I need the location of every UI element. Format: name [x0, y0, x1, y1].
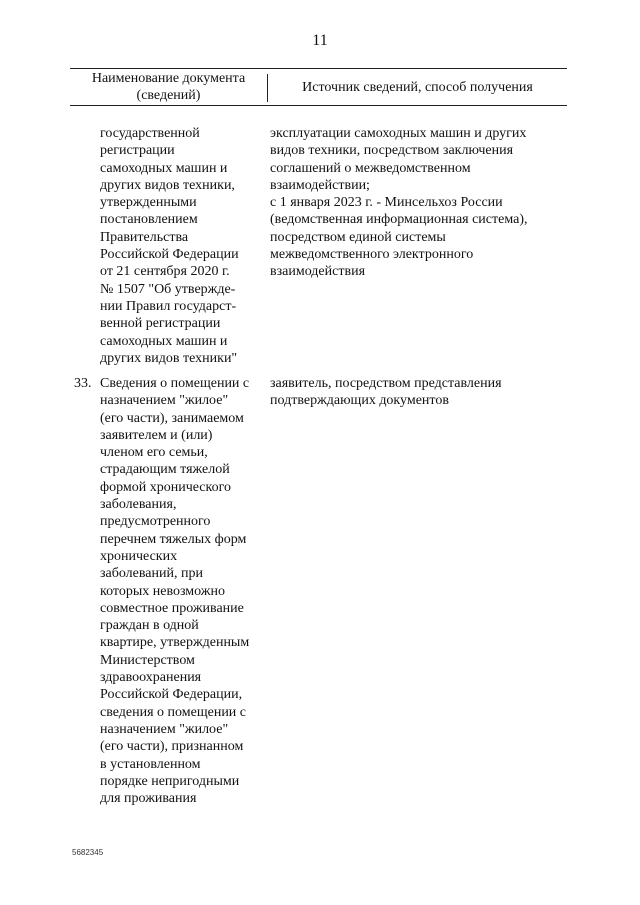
- row-number: 33.: [74, 376, 92, 391]
- header-source: Источник сведений, способ получения: [302, 80, 533, 95]
- row-document-name: Сведения о помещении с назначением "жилое" (его части), занимаемом заявителем и (или) членом его семьи, страдающим тяжелой формой хронического заболевания, предусмотренного перечнем тяжелых форм хронических заболеваний, при которых невозможно совместное проживание граждан в одной квартире, утвержденным Министерством здравоохранения Российской Федерации, сведения о помещении с назначением "жилое" (его части), признанном в установленном порядке непригодными для проживания: [100, 376, 250, 807]
- continued-document-name: государственной регистрации самоходных машин и других видов техники, утвержденными постановлением Правительства Российской Федерации от 21 сентября 2020 г. № 1507 "Об утвержде- нии Правил государст- венной регистрации самоходных машин и других видов техники": [100, 126, 239, 366]
- header-bottom-rule: [70, 105, 567, 106]
- row-source: заявитель, посредством представления подтверждающих документов: [270, 376, 502, 409]
- page-number: 11: [312, 32, 328, 49]
- table-header: [70, 68, 567, 106]
- header-document-name: Наименование документа (сведений): [91, 71, 246, 103]
- continued-source: эксплуатации самоходных машин и других видов техники, посредством заключения соглашений о межведомственном взаимодействии; с 1 января 2023 г. - Минсельхоз России (ведомственная информационная система), посредством единой системы межведомственного электронного взаимодействия: [270, 126, 528, 280]
- footer-document-code: 5682345: [72, 848, 104, 857]
- header-top-rule: [70, 68, 567, 69]
